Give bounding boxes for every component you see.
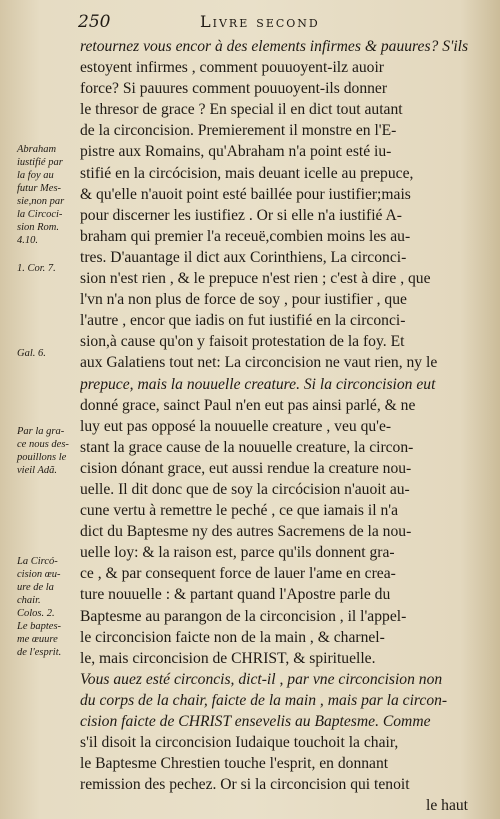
text-line: uelle loy: & la raison est, parce qu'ils donnent gra-: [80, 544, 395, 562]
text-line: Vous auez esté circoncis, dict-il , par vne circoncision non: [80, 670, 443, 688]
margin-note-line: La Circó-: [17, 556, 58, 567]
text-line: donné grace, sainct Paul n'en eut pas ainsi parlé, & ne: [80, 396, 416, 414]
margin-note-abraham: [17, 143, 79, 247]
margin-note-line: sie,non par: [17, 196, 65, 207]
text-line: ture nouuelle : & partant quand l'Apostre parle du: [80, 586, 391, 604]
margin-note-line: Abraham: [17, 144, 57, 155]
margin-note-galatians: [17, 347, 79, 360]
text-line: sion,à cause qu'on y faisoit protestation de la foy. Et: [80, 333, 405, 351]
margin-note-line: Par la gra-: [17, 426, 65, 437]
text-line: le circoncision faicte non de la main , & charnel-: [80, 628, 385, 646]
text-line: stant la grace cause de la nouuelle creature, la circon-: [80, 438, 414, 456]
margin-note-line: la Circoci-: [17, 209, 63, 220]
text-line: tres. D'auantage il dict aux Corinthiens, La circonci-: [80, 248, 407, 266]
text-line: l'autre , encor que iadis on fut iustifié en la circonci-: [80, 312, 406, 330]
text-line: aux Galatiens tout net: La circoncision ne vaut rien, ny le: [80, 354, 438, 372]
margin-note-line: sion Rom.: [17, 222, 59, 233]
text-line: & qu'elle n'auoit point esté baillée pour iustifier;mais: [80, 185, 411, 203]
text-line: s'il disoit la circoncision Iudaique touchoit la chair,: [80, 734, 399, 752]
text-line: dict du Baptesme ny des autres Sacremens de la nou-: [80, 523, 412, 541]
text-line: force? Si pauures comment pouuoyent-ils donner: [80, 80, 388, 98]
margin-note-grace: [17, 425, 79, 477]
text-line: le thresor de grace ? En special il en dict tout autant: [80, 101, 403, 119]
text-line: uelle. Il dit donc que de soy la circócision n'auoit au-: [80, 480, 410, 498]
page-header: [0, 10, 500, 36]
margin-note-line: Colos. 2.: [17, 608, 55, 619]
margin-note-line: ce nous des-: [17, 439, 69, 450]
margin-note-line: cision œu-: [17, 569, 61, 580]
text-line: le haut: [426, 797, 468, 815]
margin-note-line: 4.10.: [17, 235, 38, 246]
text-line: cune vertu à remettre le peché , ce que iamais il n'a: [80, 502, 398, 520]
margin-note-line: la foy au: [17, 170, 54, 181]
text-line: cision dónant grace, eut aussi rendue la creature nou-: [80, 459, 412, 477]
margin-note-line: Gal. 6.: [17, 348, 46, 359]
main-text: [80, 36, 468, 816]
text-line: pistre aux Romains, qu'Abraham n'a point esté iu-: [80, 143, 392, 161]
margin-note-line: me œuure: [17, 634, 58, 645]
text-line: estoyent infirmes , comment pouuoyent-ilz auoir: [80, 59, 385, 77]
text-line: le Baptesme Chrestien touche l'esprit, en donnant: [80, 755, 389, 773]
text-line: remission des pechez. Or si la circoncision qui tenoit: [80, 776, 410, 794]
margin-note-line: ure de la: [17, 582, 54, 593]
text-line: cision faicte de CHRIST ensevelis au Baptesme. Comme: [80, 713, 431, 730]
running-title: Livre second: [200, 12, 320, 31]
text-line: stifié en la circócision, mais deuant icelle au prepuce,: [80, 164, 414, 182]
margin-note-line: futur Mes-: [17, 183, 62, 194]
text-line: du corps de la chair, faicte de la main , mais par la circon-: [80, 691, 448, 709]
margin-note-line: vieil Adã.: [17, 465, 58, 476]
text-line: de la circoncision. Premierement il monstre en l'E-: [80, 122, 397, 140]
margin-note-circumcision: [17, 555, 79, 659]
margin-note-line: Le baptes-: [17, 621, 62, 632]
text-line: retournez vous encor à des elements infirmes & pauures? S'ils: [80, 38, 468, 55]
text-line: l'vn n'a non plus de force de soy , pour iustifier , que: [80, 291, 407, 309]
margin-note-line: 1. Cor. 7.: [17, 263, 56, 274]
text-line: luy eut pas opposé la nouuelle creature , veu qu'e-: [80, 417, 392, 435]
text-line: pour discerner les iustifiez . Or si elle n'a iustifié A-: [80, 206, 402, 224]
margin-note-corinthians: [17, 262, 79, 275]
text-line: Baptesme au parangon de la circoncision , il l'appel-: [80, 607, 407, 625]
margin-note-line: chair.: [17, 595, 41, 606]
margin-note-line: pouillons le: [17, 452, 67, 463]
text-line: le, mais circoncision de CHRIST, & spirituelle.: [80, 649, 376, 667]
page-number: 250: [78, 12, 111, 32]
margin-note-line: iustifié par: [17, 157, 63, 168]
text-line: ce , & par consequent force de lauer l'ame en crea-: [80, 565, 396, 583]
text-line: braham qui premier l'a receuë,combien moins les au-: [80, 227, 411, 245]
text-line: prepuce, mais la nouuelle creature. Si la circoncision eut: [80, 375, 436, 393]
margin-note-line: de l'esprit.: [17, 647, 62, 658]
text-line: sion n'est rien , & le prepuce n'est rien ; c'est à dire , que: [80, 270, 431, 288]
